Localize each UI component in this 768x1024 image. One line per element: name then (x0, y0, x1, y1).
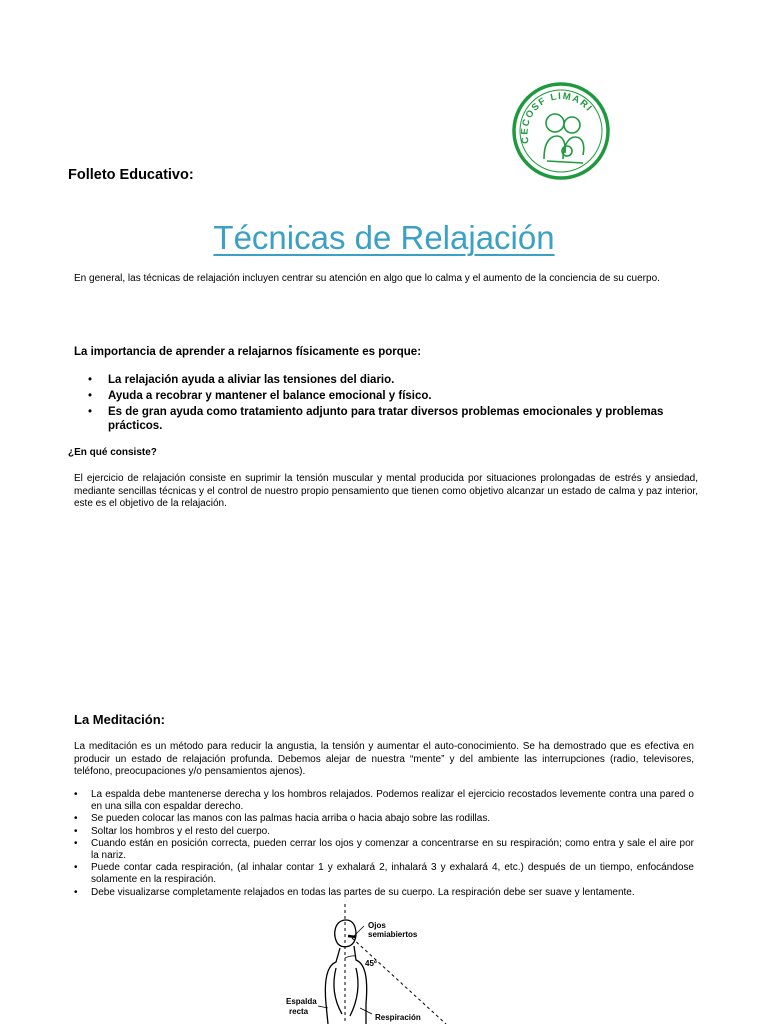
label-back-2: recta (289, 1007, 309, 1016)
list-item: • La relajación ayuda a aliviar las tensiones del diario. (88, 373, 698, 387)
consiste-paragraph: El ejercicio de relajación consiste en suprimir la tensión muscular y mental producida por situaciones prolongadas de estrés y ansiedad, mediante sencillas técnicas y el control de nuestro propio pensamiento que tienen como objetivo alcanzar un estado de calma y paz interior, este es el objetivo de la relajación. (74, 473, 698, 509)
label-angle: 45º (365, 959, 377, 968)
meditation-posture-figure (286, 904, 476, 1024)
list-item: • Soltar los hombros y el resto del cuerpo. (74, 826, 694, 838)
logo-text: CECOSF LIMARI (519, 90, 595, 145)
label-eyes-1: Ojos (368, 921, 386, 930)
list-item: • Puede contar cada respiración, (al inhalar contar 1 y exhalará 2, inhalará 3 y exhalará 4, etc.) después de un tiempo, enfocándose solamente en la respiración. (74, 862, 694, 886)
consiste-heading: ¿En qué consiste? (68, 447, 157, 458)
intro-paragraph: En general, las técnicas de relajación incluyen centrar su atención en algo que lo calma y el aumento de la conciencia de su cuerpo. (74, 273, 660, 284)
meditation-heading: La Meditación: (74, 712, 166, 727)
page-title-text: Técnicas de Relajación (213, 219, 555, 256)
list-item: • Es de gran ayuda como tratamiento adjunto para tratar diversos problemas emocionales y problemas prácticos. (88, 405, 698, 433)
cecosf-limari-logo (511, 81, 611, 181)
list-item: • Debe visualizarse completamente relajados en todas las partes de su cuerpo. La respiración debe ser suave y lentamente. (74, 887, 694, 899)
label-eyes-2: semiabiertos (368, 930, 418, 939)
page-title (0, 219, 768, 257)
list-item: • Ayuda a recobrar y mantener el balance emocional y físico. (88, 389, 698, 403)
list-item: • Se pueden colocar las manos con las palmas hacia arriba o hacia abajo sobre las rodillas. (74, 813, 694, 825)
importance-list (88, 373, 698, 435)
label-breath: Respiración (375, 1013, 421, 1022)
document-subtitle: Folleto Educativo: (68, 167, 194, 183)
list-item: • Cuando están en posición correcta, pueden cerrar los ojos y comenzar a concentrarse en su respiración; como entra y sale el aire por la nariz. (74, 838, 694, 862)
label-back-1: Espalda (286, 997, 317, 1006)
meditation-list (74, 789, 694, 899)
meditation-paragraph: La meditación es un método para reducir la angustia, la tensión y aumentar el auto-conocimiento. Se ha demostrado que es efectiva en producir un estado de relajación profunda. Debemos alejar de nuestra “mente” y del ambiente las interrupciones (radio, televisores, teléfono, preocupaciones y/o pensamientos ajenos). (74, 741, 694, 777)
family-icon (544, 114, 584, 163)
list-item: • La espalda debe mantenerse derecha y los hombros relajados. Podemos realizar el ejercicio recostados levemente contra una pared o en una silla con espaldar derecho. (74, 789, 694, 813)
importance-heading: La importancia de aprender a relajarnos físicamente es porque: (74, 346, 422, 358)
